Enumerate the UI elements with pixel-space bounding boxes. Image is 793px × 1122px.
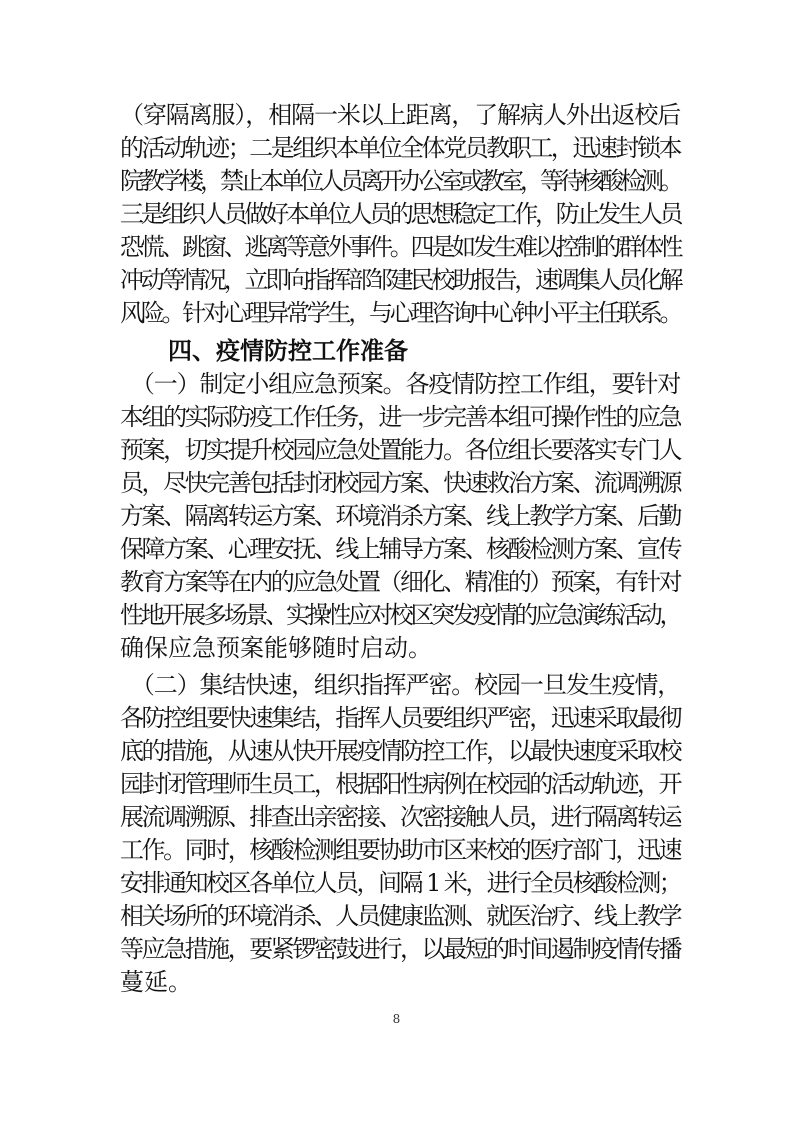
text-line: 院教学楼，禁止本单位人员离开办公室或教室，等待核酸检测。 — [120, 167, 680, 195]
text-line: （一）制定小组应急预案。各疫情防控工作组，要针对 — [120, 370, 680, 398]
section-heading: 四、疫情防控工作准备 — [168, 337, 408, 365]
text-line: 三是组织人员做好本单位人员的思想稳定工作，防止发生人员 — [120, 200, 681, 228]
text-line: 恐慌、跳窗、逃离等意外事件。四是如发生难以控制的群体性 — [120, 233, 681, 261]
text-line: （二）集结快速，组织指挥严密。校园一旦发生疫情， — [120, 671, 680, 699]
text-line: 园封闭管理师生员工，根据阳性病例在校园的活动轨迹，开 — [120, 770, 680, 798]
text-line: 底的措施，从速从快开展疫情防控工作，以最快速度采取校 — [120, 737, 680, 765]
text-line: 工作。同时，核酸检测组要协助市区来校的医疗部门，迅速 — [120, 836, 680, 864]
text-line: 冲动等情况，立即向指挥部邹建民校助报告，速调集人员化解 — [120, 266, 681, 294]
text-line: 风险。针对心理异常学生，与心理咨询中心钟小平主任联系。 — [120, 299, 681, 327]
text-line: 本组的实际防疫工作任务，进一步完善本组可操作性的应急 — [120, 403, 680, 431]
text-line: 的活动轨迹；二是组织本单位全体党员教职工，迅速封锁本 — [120, 134, 680, 162]
text-line: 教育方案等在内的应急处置（细化、精准的）预案，有针对 — [120, 568, 680, 596]
text-line: 预案，切实提升校园应急处置能力。各位组长要落实专门人 — [120, 436, 680, 464]
text-line: 性地开展多场景、实操性应对校区突发疫情的应急演练活动， — [120, 601, 681, 629]
text-line: 等应急措施，要紧锣密鼓进行，以最短的时间遏制疫情传播 — [120, 935, 680, 963]
text-line: 员，尽快完善包括封闭校园方案、快速救治方案、流调溯源 — [120, 469, 680, 497]
text-line: 蔓延。 — [120, 968, 192, 996]
text-line: 确保应急预案能够随时启动。 — [120, 634, 432, 662]
text-line: （穿隔离服），相隔一米以上距离，了解病人外出返校后 — [120, 101, 680, 129]
text-line: 各防控组要快速集结，指挥人员要组织严密，迅速采取最彻 — [120, 704, 680, 732]
text-line: 保障方案、心理安抚、线上辅导方案、核酸检测方案、宣传 — [120, 535, 680, 563]
page-number: 8 — [392, 1012, 401, 1026]
text-line: 方案、隔离转运方案、环境消杀方案、线上教学方案、后勤 — [120, 502, 680, 530]
text-line: 展流调溯源、排查出亲密接、次密接触人员，进行隔离转运 — [120, 803, 680, 831]
text-line: 相关场所的环境消杀、人员健康监测、就医治疗、线上教学 — [120, 902, 680, 930]
text-line: 安排通知校区各单位人员，间隔 1 米，进行全员核酸检测； — [120, 869, 680, 897]
